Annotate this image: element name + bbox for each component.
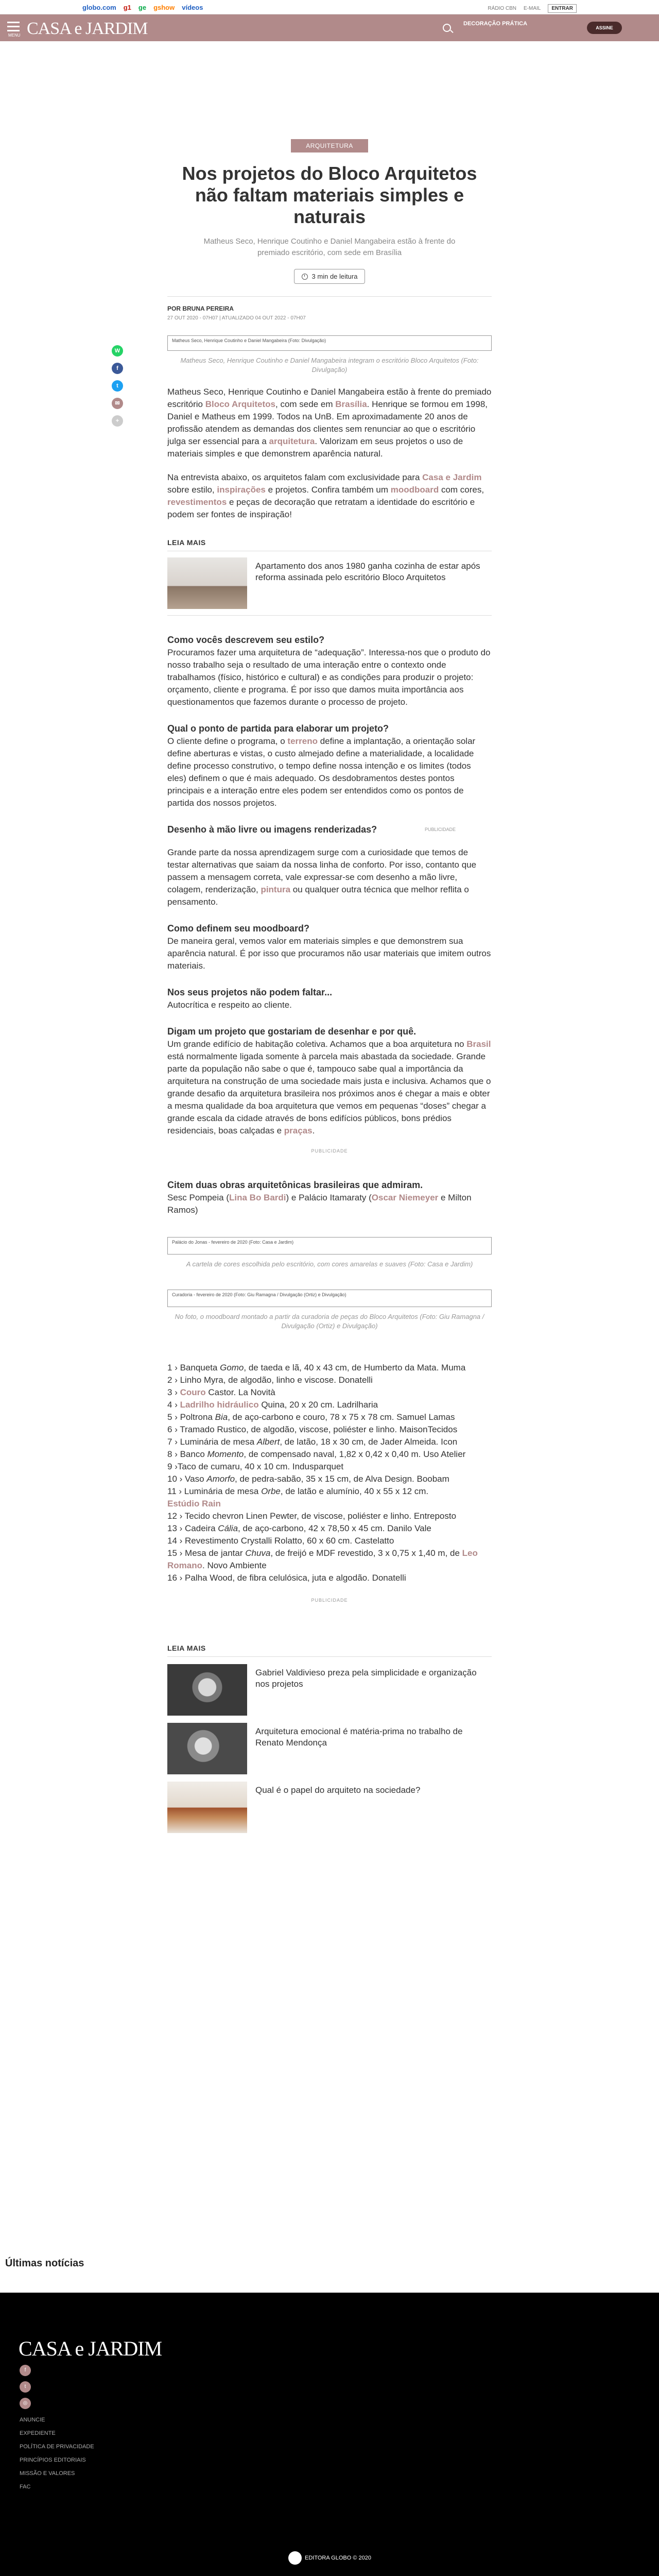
- read-more-item[interactable]: [167, 1723, 492, 1774]
- read-more-item[interactable]: [167, 1782, 492, 1833]
- question-heading: Desenho à mão livre ou imagens renderizadas?: [167, 824, 377, 835]
- read-more-label: LEIA MAIS: [167, 1644, 206, 1652]
- globo-link-ge[interactable]: ge: [138, 4, 147, 11]
- list-item: 14 › Revestimento Crystalli Rolatto, 60 x 60 cm. Castelatto: [167, 1536, 394, 1546]
- list-item: 15 › Mesa de jantar Chuva, de freijó e MDF revestido, 3 x 0,75 x 1,40 m, de Leo Romano. Novo Ambiente: [167, 1548, 478, 1570]
- link-leo-romano[interactable]: Leo Romano: [167, 1548, 478, 1570]
- editora-label: EDITORA GLOBO © 2020: [305, 2555, 371, 2561]
- article-title: Nos projetos do Bloco Arquitetos não faltam materiais simples e naturais: [182, 163, 477, 227]
- footer-link-expediente[interactable]: EXPEDIENTE: [20, 2430, 56, 2436]
- footer-link-privacidade[interactable]: POLÍTICA DE PRIVACIDADE: [20, 2444, 94, 2450]
- footer-logo[interactable]: CASA e JARDIM: [19, 2337, 162, 2360]
- list-item: 11 › Luminária de mesa Orbe, de latão e alumínio, 40 x 55 x 12 cm. Estúdio Rain: [167, 1486, 429, 1509]
- link-oscar-niemeyer[interactable]: Oscar Niemeyer: [371, 1193, 439, 1202]
- link-inspiracoes[interactable]: inspirações: [217, 485, 266, 495]
- list-item: 6 › Tramado Rustico, de algodão, viscose, poliéster e linho. MaisonTecidos: [167, 1425, 458, 1434]
- hamburger-menu-icon[interactable]: [7, 22, 20, 33]
- site-header: [0, 14, 659, 41]
- dateline: 27 OUT 2020 - 07H07 | ATUALIZADO 04 OUT 2022 - 07H07: [167, 315, 306, 321]
- figure-1-caption: Matheus Seco, Henrique Coutinho e Daniel Mangabeira integram o escritório Bloco Arquitetos (Foto: Divulgação): [180, 357, 479, 374]
- footer-socials: [20, 2365, 31, 2414]
- clock-icon: [302, 274, 308, 280]
- list-item: 8 › Banco Momento, de compensado naval, 1,82 x 0,42 x 0,40 m. Uso Atelier: [167, 1449, 466, 1459]
- footer-link-anuncie[interactable]: ANUNCIE: [20, 2417, 45, 2423]
- read-more-label: LEIA MAIS: [167, 538, 206, 547]
- globo-logo-icon: [288, 2551, 302, 2565]
- read-more-title[interactable]: Gabriel Valdivieso preza pela simplicidade e organização nos projetos: [255, 1668, 477, 1689]
- reading-time-label: 3 min de leitura: [311, 273, 358, 280]
- twitter-icon[interactable]: t: [20, 2381, 31, 2393]
- link-brasil[interactable]: Brasil: [466, 1039, 491, 1049]
- read-more-title[interactable]: Qual é o papel do arquiteto na sociedade?: [255, 1785, 421, 1795]
- whatsapp-icon[interactable]: W: [112, 345, 123, 357]
- reading-time: [167, 269, 492, 284]
- figure-3-caption: No foto, o moodboard montado a partir da curadoria de peças do Bloco Arquitetos (Foto: Giu Ramagna / Divulgação (Ortiz) e Divulgação): [175, 1313, 484, 1330]
- article: [167, 139, 492, 1833]
- footer-link-fac[interactable]: FAC: [20, 2484, 31, 2490]
- editora-globo: [288, 2551, 371, 2565]
- globo-link-videos[interactable]: vídeos: [182, 4, 203, 11]
- divider: [167, 615, 492, 616]
- answer-paragraph: Sesc Pompeia (Lina Bo Bardi) e Palácio Itamaraty (Oscar Niemeyer e Milton Ramos): [167, 1193, 472, 1215]
- twitter-icon[interactable]: t: [112, 380, 123, 392]
- read-more-thumbnail[interactable]: [167, 1782, 247, 1833]
- link-revestimentos[interactable]: revestimentos: [167, 497, 227, 507]
- link-brasilia[interactable]: Brasília: [335, 399, 367, 409]
- link-terreno[interactable]: terreno: [287, 736, 318, 746]
- ad-label: PUBLICIDADE: [311, 1148, 348, 1154]
- figure-2: Palácio do Jonas - fevereiro de 2020 (Foto: Casa e Jardim): [167, 1237, 492, 1255]
- list-item: 5 › Poltrona Bia, de aço-carbono e couro, 78 x 75 x 78 cm. Samuel Lamas: [167, 1412, 455, 1422]
- list-item: 13 › Cadeira Cália, de aço-carbono, 42 x 78,50 x 45 cm. Danilo Vale: [167, 1523, 431, 1533]
- ad-label: PUBLICIDADE: [424, 827, 456, 832]
- read-more-title[interactable]: Arquitetura emocional é matéria-prima no trabalho de Renato Mendonça: [255, 1726, 463, 1748]
- subscribe-button[interactable]: ASSINE: [587, 22, 622, 34]
- site-logo[interactable]: CASA e JARDIM: [27, 19, 148, 38]
- list-item: 10 › Vaso Amorfo, de pedra-sabão, 35 x 15 cm, de Alva Design. Boobam: [167, 1474, 449, 1484]
- list-item: 2 › Linho Myra, de algodão, linho e viscose. Donatelli: [167, 1375, 373, 1385]
- globo-link-g1[interactable]: g1: [123, 4, 131, 11]
- list-item: 7 › Luminária de mesa Albert, de latão, 18 x 30 cm, de Jader Almeida. Icon: [167, 1437, 458, 1447]
- list-item: 3 › Couro Castor. La Novità: [167, 1387, 275, 1397]
- facebook-icon[interactable]: f: [112, 363, 123, 374]
- footer: [0, 2293, 659, 2576]
- qa-block-with-ad: [167, 824, 492, 835]
- divider: [167, 296, 492, 297]
- login-button[interactable]: ENTRAR: [548, 4, 577, 13]
- link-arquitetura[interactable]: arquitetura: [269, 436, 315, 446]
- globo-link-gshow[interactable]: gshow: [153, 4, 175, 11]
- link-bloco-arquitetos[interactable]: Bloco Arquitetos: [205, 399, 276, 409]
- divider: [167, 1656, 492, 1657]
- read-more-thumbnail[interactable]: [167, 1723, 247, 1774]
- link-pintura[interactable]: pintura: [261, 885, 291, 894]
- list-item: 1 › Banqueta Gomo, de taeda e lã, 40 x 43 cm, de Humberto da Mata. Muma: [167, 1363, 466, 1372]
- article-subtitle: Matheus Seco, Henrique Coutinho e Daniel Mangabeira estão à frente do premiado escritório, com sede em Brasília: [203, 237, 456, 257]
- paragraph-intro-2: Na entrevista abaixo, os arquitetos falam com exclusividade para Casa e Jardim sobre estilo, inspirações e projetos. Confira também um moodboard com cores, revestimentos e peças de decoração que retratam a identidade do escritório e podem ser fontes de inspiração!: [167, 472, 484, 519]
- footer-links: [20, 2413, 94, 2494]
- answer-paragraph: Grande parte da nossa aprendizagem surge com a curiosidade que temos de testar alternativas que saiam da nossa linha de conforto. Por isso, contanto que passem a mensagem correta, vale expressar-se com desenho a mão livre, colagem, renderização, pintura ou qualquer outra técnica que melhor reflita o pensamento.: [167, 848, 477, 907]
- share-bar: [112, 345, 124, 433]
- link-lina-bo-bardi[interactable]: Lina Bo Bardi: [229, 1193, 286, 1202]
- list-item: 16 › Palha Wood, de fibra celulósica, juta e algodão. Donatelli: [167, 1573, 406, 1583]
- reading-time-badge: [294, 269, 366, 284]
- read-more-item[interactable]: [167, 1664, 492, 1716]
- read-more-thumbnail[interactable]: [167, 557, 247, 609]
- question-heading: Nos seus projetos não podem faltar...: [167, 987, 333, 997]
- moodboard-item-list: [167, 1362, 492, 1584]
- ad-label: PUBLICIDADE: [311, 1598, 348, 1603]
- read-more-thumbnail[interactable]: [167, 1664, 247, 1716]
- figure-2-caption: A cartela de cores escolhida pelo escritório, com cores amarelas e suaves (Foto: Casa e Jardim): [186, 1260, 473, 1268]
- globo-link-globo[interactable]: globo.com: [82, 4, 116, 11]
- list-item: 9 ›Taco de cumaru, 40 x 10 cm. Indusparquet: [167, 1462, 344, 1471]
- globo-right-links: [488, 4, 577, 13]
- byline: POR BRUNA PEREIRA: [167, 305, 234, 312]
- globo-top-bar: [0, 0, 659, 14]
- figure-1: Matheus Seco, Henrique Coutinho e Daniel Mangabeira (Foto: Divulgação): [167, 335, 492, 351]
- radio-cbn-link[interactable]: RÁDIO CBN: [488, 6, 516, 11]
- read-more-item[interactable]: [167, 557, 492, 609]
- question-heading: Citem duas obras arquitetônicas brasileiras que admiram.: [167, 1180, 423, 1190]
- latest-news-heading: Últimas notícias: [5, 2258, 84, 2269]
- link-ladrilho-hidraulico[interactable]: Ladrilho hidráulico: [180, 1400, 259, 1410]
- question-heading: Qual o ponto de partida para elaborar um projeto?: [167, 723, 389, 734]
- header-promo[interactable]: DECORAÇÃO PRÁTICA: [463, 21, 528, 27]
- facebook-icon[interactable]: f: [20, 2365, 31, 2376]
- answer-paragraph: O cliente define o programa, o terreno define a implantação, a orientação solar define aberturas e vistas, o custo almejado define a materialidade, a localidade define processo construtivo, o tempo define nossa intenção e os limites (todos eles) definem o que é mais adequado. Os desdobramentos destes pontos principais e a interação entre eles podem ser entendidos como os pontos de partida dos nossos projetos.: [167, 736, 476, 808]
- question-heading: Digam um projeto que gostariam de desenhar e por quê.: [167, 1026, 417, 1037]
- menu-label: MENU: [8, 33, 21, 38]
- link-casa-e-jardim[interactable]: Casa e Jardim: [422, 472, 482, 482]
- answer-paragraph: De maneira geral, vemos valor em materiais simples e que demonstrem sua aparência natural. É por isso que procuramos não usar materiais que imitem outros materiais.: [167, 936, 491, 971]
- list-item: 4 › Ladrilho hidráulico Quina, 20 x 20 cm. Ladrilharia: [167, 1400, 378, 1410]
- list-item: 12 › Tecido chevron Linen Pewter, de viscose, poliéster e linho. Entreposto: [167, 1511, 457, 1521]
- link-pracas[interactable]: praças: [284, 1126, 313, 1136]
- footer-link-missao[interactable]: MISSÃO E VALORES: [20, 2470, 75, 2477]
- answer-paragraph: Um grande edifício de habitação coletiva. Achamos que a boa arquitetura no Brasil está normalmente ligada somente à parcela mais abastada da sociedade. Grande parte da população não sabe o que é, tampouco sabe qual a importância da arquitetura na construção de uma sociedade mais justa e inclusiva. Achamos que o grande desafio da arquitetura brasileira nos próximos anos é chegar a mais e obter a mesma qualidade da boa arquitetura que vemos em pequenas “doses” chegar a grande escala da cidade através de bons edifícios públicos, bons prédios residenciais, boas calçadas e praças.: [167, 1039, 491, 1136]
- read-more-title[interactable]: Apartamento dos anos 1980 ganha cozinha de estar após reforma assinada pelo escritório Bloco Arquitetos: [255, 561, 480, 582]
- search-icon[interactable]: [443, 24, 451, 32]
- link-moodboard[interactable]: moodboard: [390, 485, 439, 495]
- globo-links: [82, 4, 203, 11]
- paragraph-intro-1: Matheus Seco, Henrique Coutinho e Daniel Mangabeira estão à frente do premiado escritório Bloco Arquitetos, com sede em Brasília. Henrique se formou em 1998, Daniel e Matheus em 1999. Todos na UnB. Em aproximadamente 20 anos de profissão atendem as demandas dos clientes sem renunciar ao que o escritório julga ser essencial para a arquitetura. Valorizam em seus projetos o uso de materiais simples e que demonstrem aparência natural.: [167, 387, 492, 459]
- question-heading: Como definem seu moodboard?: [167, 923, 310, 934]
- footer-link-principios[interactable]: PRINCÍPIOS EDITORIAIS: [20, 2457, 86, 2463]
- answer-paragraph: Procuramos fazer uma arquitetura de “adequação”. Interessa-nos que o produto do nosso trabalho seja o resultado de uma interação entre o contexto onde trabalhamos (físico, histórico e cultural) e as condições para produzir o projeto: orçamento, cliente e programa. É por isso que damos muita importância aos questionamentos que fazemos durante o processo de projeto.: [167, 648, 491, 707]
- instagram-icon[interactable]: ◎: [20, 2398, 31, 2409]
- link-couro[interactable]: Couro: [180, 1387, 206, 1397]
- email-share-icon[interactable]: ✉: [112, 398, 123, 409]
- more-share-icon[interactable]: +: [112, 415, 123, 427]
- figure-3: Curadoria - fevereiro de 2020 (Foto: Giu Ramagna / Divulgação (Ortiz) e Divulgação): [167, 1290, 492, 1307]
- link-estudio-rain[interactable]: Estúdio Rain: [167, 1499, 221, 1509]
- email-link[interactable]: E-MAIL: [523, 6, 541, 11]
- category-badge[interactable]: ARQUITETURA: [291, 139, 368, 152]
- answer-paragraph: Autocrítica e respeito ao cliente.: [167, 1000, 292, 1010]
- question-heading: Como vocês descrevem seu estilo?: [167, 635, 325, 645]
